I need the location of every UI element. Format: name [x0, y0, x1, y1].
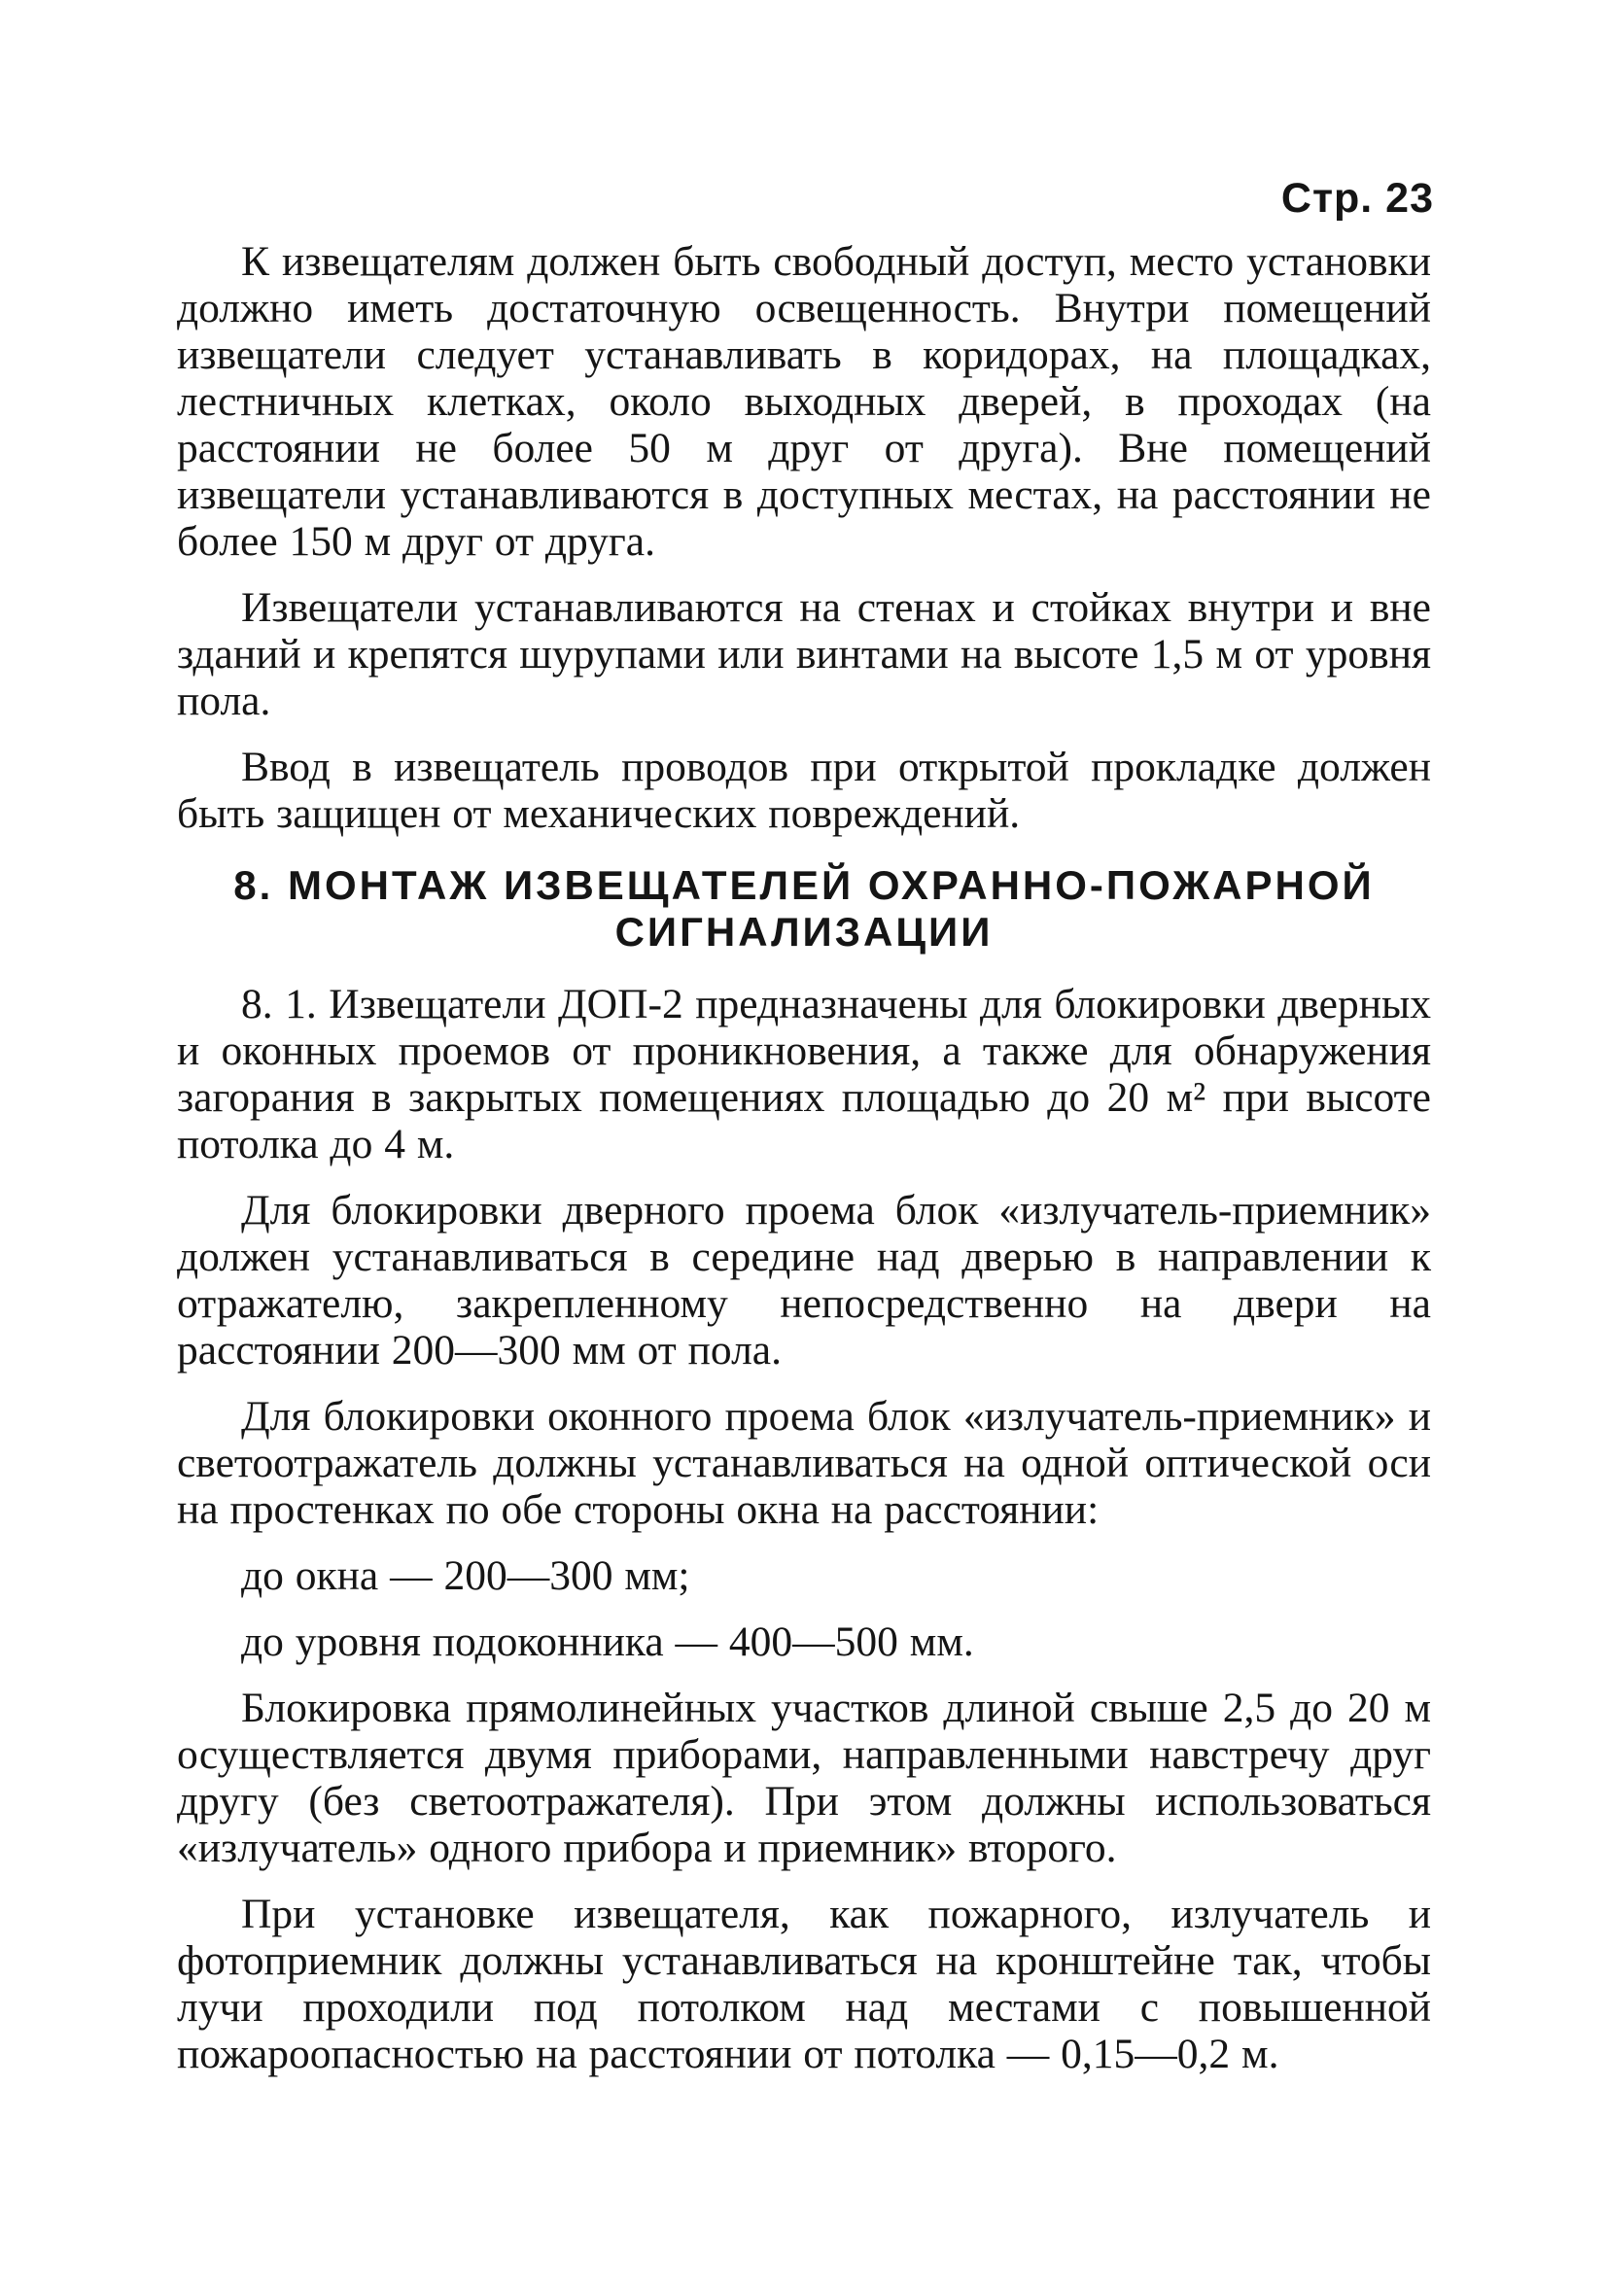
list-item-sill-distance: до уровня подоконника — 400—500 мм.	[241, 1618, 974, 1665]
paragraph-wiring: Ввод в извещатель проводов при открытой прокладке должен быть защищен от механических повреждений.	[177, 744, 1431, 837]
section-heading-line-1: 8. МОНТАЖ ИЗВЕЩАТЕЛЕЙ ОХРАННО-ПОЖАРНОЙ	[233, 862, 1375, 908]
paragraph-fire-installation: При установке извещателя, как пожарного, излучатель и фотоприемник должны устанавливаться на кронштейне так, чтобы лучи проходили под потолком над местами с повышенной пожароопасностью на расстоянии от потолка — 0,15—0,2 м.	[177, 1891, 1431, 2077]
paragraph-linear-blocking: Блокировка прямолинейных участков длиной свыше 2,5 до 20 м осуществляется двумя приборами, направленными навстречу друг другу (без светоотражателя). При этом должны использоваться «излучатель» одного прибора и приемник» второго.	[177, 1685, 1431, 1871]
section-heading-line-2: СИГНАЛИЗАЦИИ	[614, 909, 994, 955]
section-heading	[177, 862, 1431, 956]
paragraph-window-blocking: Для блокировки оконного проема блок «излучатель-приемник» и светоотражатель должны устанавливаться на одной оптической оси на простенках по обе стороны окна на расстоянии:	[177, 1393, 1431, 1533]
paragraph-access: К извещателям должен быть свободный доступ, место установки должно иметь достаточную освещенность. Внутри помещений извещатели следует устанавливать в коридорах, на площадках, лестничных клетках, около выходных дверей, в проходах (на расстоянии не более 50 м друг от друга). Вне помещений извещатели устанавливаются в доступных местах, на расстоянии не более 150 м друг от друга.	[177, 238, 1431, 565]
list-item-window-distance: до окна — 200—300 мм;	[241, 1552, 690, 1599]
paragraph-dop2-purpose: 8. 1. Извещатели ДОП-2 предназначены для блокировки дверных и оконных проемов от проникновения, а также для обнаружения загорания в закрытых помещениях площадью до 20 м² при высоте потолка до 4 м.	[177, 981, 1431, 1167]
paragraph-mounting: Извещатели устанавливаются на стенах и стойках внутри и вне зданий и крепятся шурупами или винтами на высоте 1,5 м от уровня пола.	[177, 584, 1431, 724]
text-column	[177, 238, 1431, 2077]
page-number: Стр. 23	[1280, 175, 1434, 222]
paragraph-door-blocking: Для блокировки дверного проема блок «излучатель-приемник» должен устанавливаться в середине над дверью в направлении к отражателю, закрепленному непосредственно на двери на расстоянии 200—300 мм от пола.	[177, 1187, 1431, 1374]
